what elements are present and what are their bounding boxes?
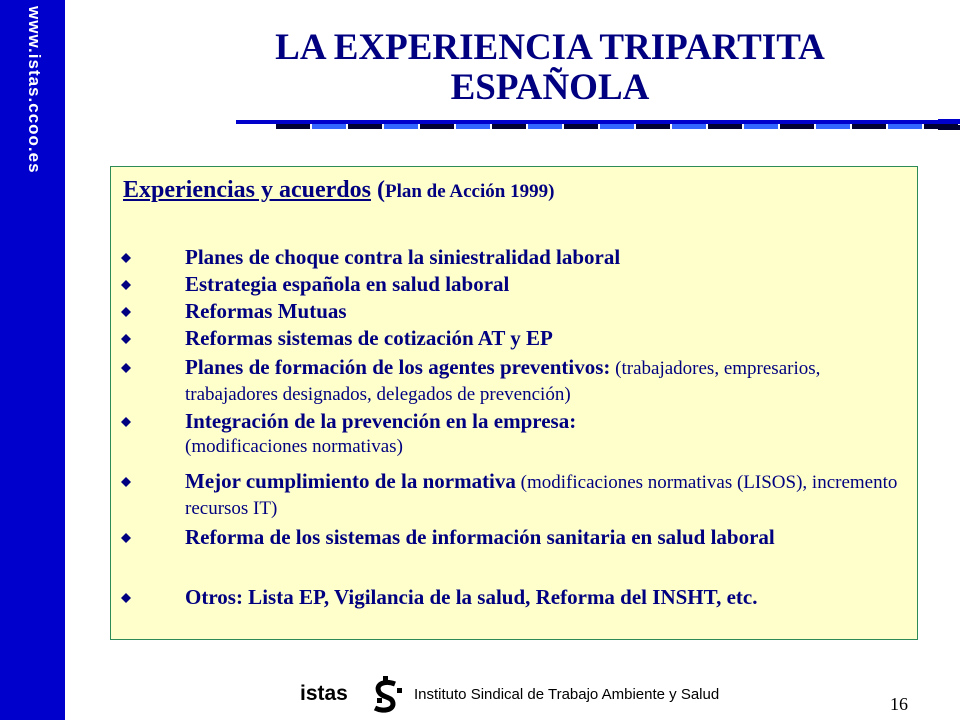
- content-box: [110, 166, 918, 640]
- sidebar-url-container: [8, 6, 52, 206]
- list-item-text: [185, 326, 905, 350]
- page-number: 16: [890, 694, 908, 714]
- diamond-bullet-icon: [121, 585, 131, 609]
- diamond-bullet-icon: [121, 299, 131, 323]
- list-item-text: [185, 469, 905, 521]
- org-name: Instituto Sindical de Trabajo Ambiente y Salud: [414, 686, 720, 703]
- list-item-bold: Mejor cumplimiento de la normativa: [185, 469, 516, 493]
- list-item-text: [185, 299, 905, 323]
- list-item-bold: Reformas sistemas de cotización AT y EP: [185, 326, 553, 350]
- list-item-text: [185, 409, 905, 459]
- list-item-bold: Planes de formación de los agentes preventivos:: [185, 355, 611, 379]
- list-item-text: [185, 525, 905, 549]
- diamond-bullet-icon: [121, 272, 131, 296]
- diamond-bullet-icon: [121, 525, 131, 549]
- list-item-bold: Otros: Lista EP, Vigilancia de la salud, Reforma del INSHT, etc.: [185, 585, 758, 609]
- list-item-text: [185, 245, 905, 269]
- brand-wordmark: istas: [300, 682, 348, 705]
- list-item-bold: Reforma de los sistemas de información sanitaria en salud laboral: [185, 525, 775, 549]
- diamond-bullet-icon: [121, 469, 131, 493]
- title-line-2: ESPAÑOLA: [450, 67, 650, 108]
- list-item-bold: Reformas Mutuas: [185, 299, 347, 323]
- list-item-bold: Estrategia española en salud laboral: [185, 272, 510, 296]
- list-item-note: (modificaciones normativas (LISOS), incremento recursos IT): [185, 472, 898, 519]
- heading-subtitle: Plan de Acción 1999): [384, 181, 555, 202]
- istas-logo-icon: [367, 676, 407, 716]
- sidebar-url: www.istas.ccoo.es: [25, 6, 44, 174]
- list-item-text: [185, 585, 905, 609]
- footer-logo: [300, 676, 720, 720]
- heading-main: Experiencias y acuerdos: [123, 177, 371, 203]
- title-dash-rule: [236, 116, 960, 134]
- title-line-1: LA EXPERIENCIA TRIPARTITA: [275, 27, 825, 68]
- diamond-bullet-icon: [121, 245, 131, 269]
- list-item-bold: Integración de la prevención en la empresa:: [185, 409, 577, 433]
- list-item-note: (trabajadores, empresarios, trabajadores designados, delegados de prevención): [185, 358, 821, 405]
- page-title: [200, 28, 900, 108]
- list-item-text: [185, 272, 905, 296]
- diamond-bullet-icon: [121, 355, 131, 379]
- list-item-text: [185, 355, 905, 407]
- diamond-bullet-icon: [121, 409, 131, 433]
- list-item-note: (modificaciones normativas): [185, 436, 403, 457]
- box-heading: [123, 177, 554, 204]
- diamond-bullet-icon: [121, 326, 131, 350]
- sidebar: [0, 0, 65, 720]
- heading-paren: (: [370, 177, 385, 203]
- list-item-bold: Planes de choque contra la siniestralidad laboral: [185, 245, 621, 269]
